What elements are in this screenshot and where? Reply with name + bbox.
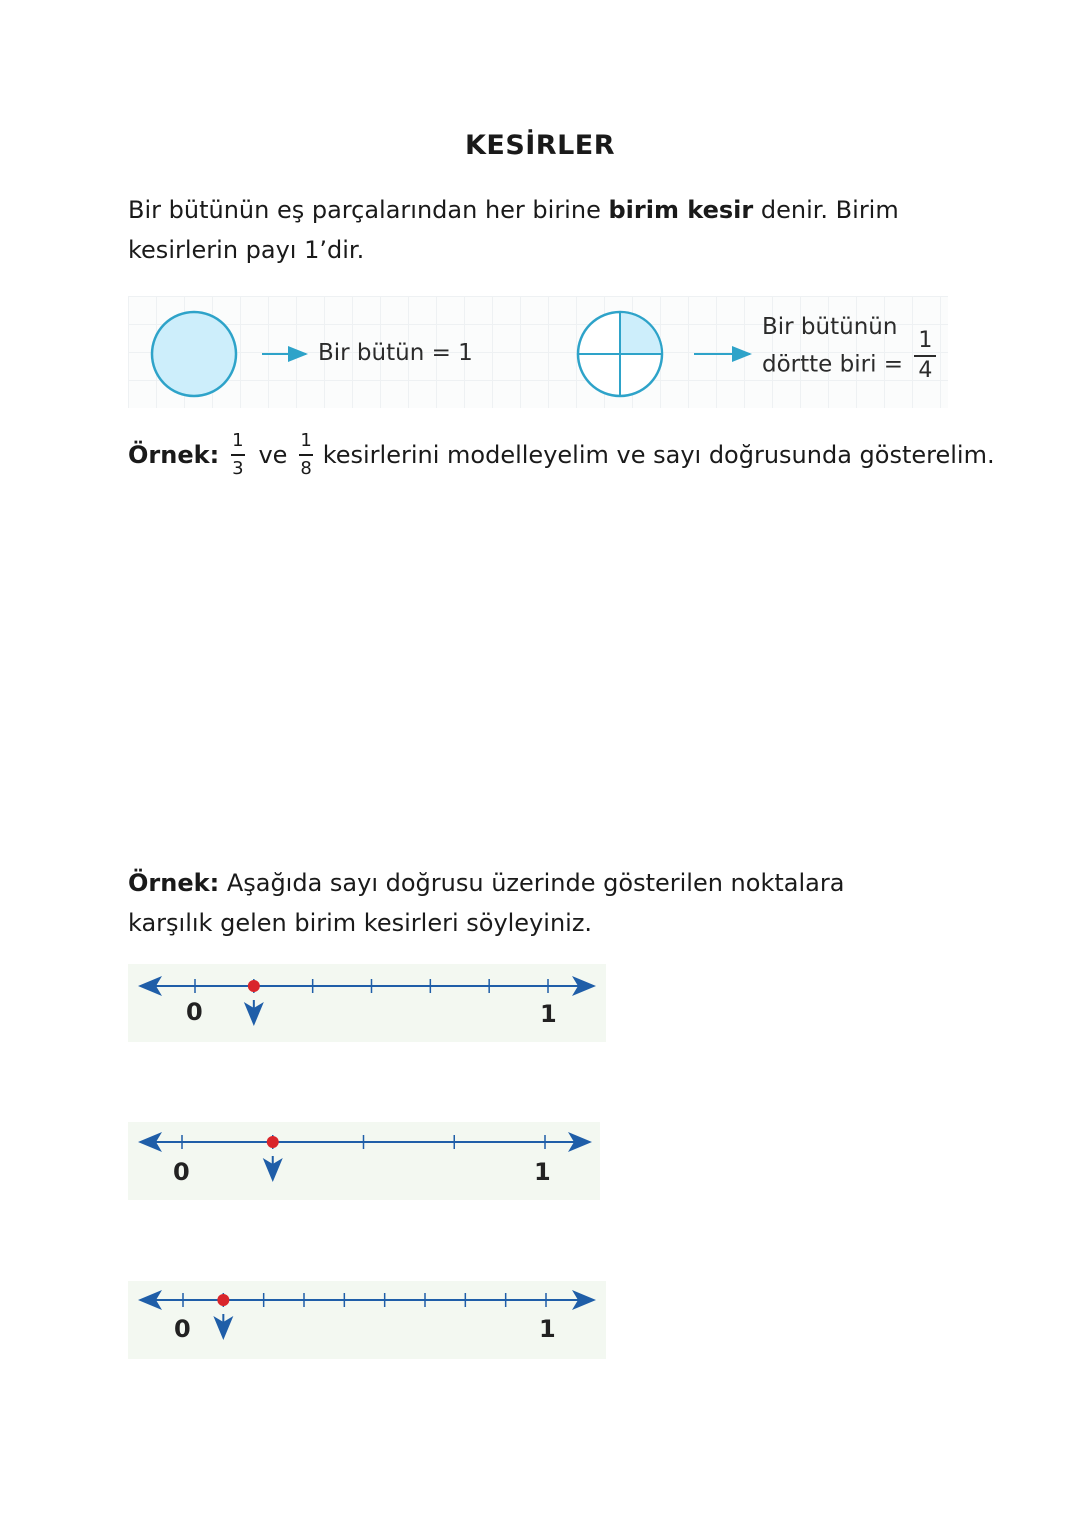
whole-label: Bir bütün = 1 (318, 340, 473, 366)
number-line-3-start-label: 0 (174, 1315, 191, 1343)
intro-paragraph (128, 190, 958, 270)
whole-circle (152, 312, 236, 396)
intro-text-before: Bir bütünün eş parçalarından her birine (128, 196, 609, 224)
quarter-denominator: 4 (918, 358, 933, 383)
quarter-fraction (914, 330, 936, 382)
example-1-connector: ve (258, 441, 288, 469)
number-line-2-end-label: 1 (534, 1158, 551, 1186)
number-line-3 (128, 1281, 606, 1359)
fraction-bar (914, 355, 936, 357)
fraction-b-numerator: 1 (300, 430, 312, 451)
intro-bold-term: birim kesir (608, 196, 754, 224)
fraction-a-numerator: 1 (232, 430, 244, 451)
fraction-one-third (231, 432, 245, 478)
fraction-b-denominator: 8 (300, 458, 312, 479)
intro-text-after: denir. Birim kesirlerin payı 1’dir. (128, 196, 899, 264)
number-line-2-graphic (128, 1122, 600, 1200)
fraction-a-denominator: 3 (232, 458, 244, 479)
unit-fraction-illustration (128, 296, 948, 408)
quarter-shaded-sector (620, 312, 662, 354)
fraction-bar (299, 454, 313, 456)
example-2-label: Örnek: (128, 869, 220, 897)
number-line-2-start-label: 0 (173, 1158, 190, 1186)
quarter-label-line2 (762, 328, 936, 383)
fraction-one-eighth (299, 432, 313, 478)
quarter-label-text: dörtte biri = (762, 351, 904, 378)
number-line-1 (128, 964, 606, 1042)
marked-point (217, 1294, 229, 1306)
number-line-3-end-label: 1 (539, 1315, 556, 1343)
marked-point (267, 1136, 279, 1148)
number-line-3-graphic (128, 1281, 606, 1359)
number-line-1-start-label: 0 (186, 998, 203, 1026)
fraction-bar (231, 454, 245, 456)
example-1-label: Örnek: (128, 441, 220, 469)
marked-point (248, 980, 260, 992)
example-1-text: kesirlerini modelleyelim ve sayı doğrusunda gösterelim. (322, 441, 995, 469)
page-title: KESİRLER (464, 130, 616, 161)
example-1 (128, 432, 995, 496)
quarter-numerator: 1 (918, 328, 933, 353)
example-2 (128, 863, 928, 943)
number-line-2 (128, 1122, 600, 1200)
number-line-1-end-label: 1 (540, 1000, 557, 1028)
example-2-text: Aşağıda sayı doğrusu üzerinde gösterilen noktalara karşılık gelen birim kesirleri söyleyiniz. (128, 869, 845, 937)
quarter-label-line1: Bir bütünün (762, 314, 898, 340)
